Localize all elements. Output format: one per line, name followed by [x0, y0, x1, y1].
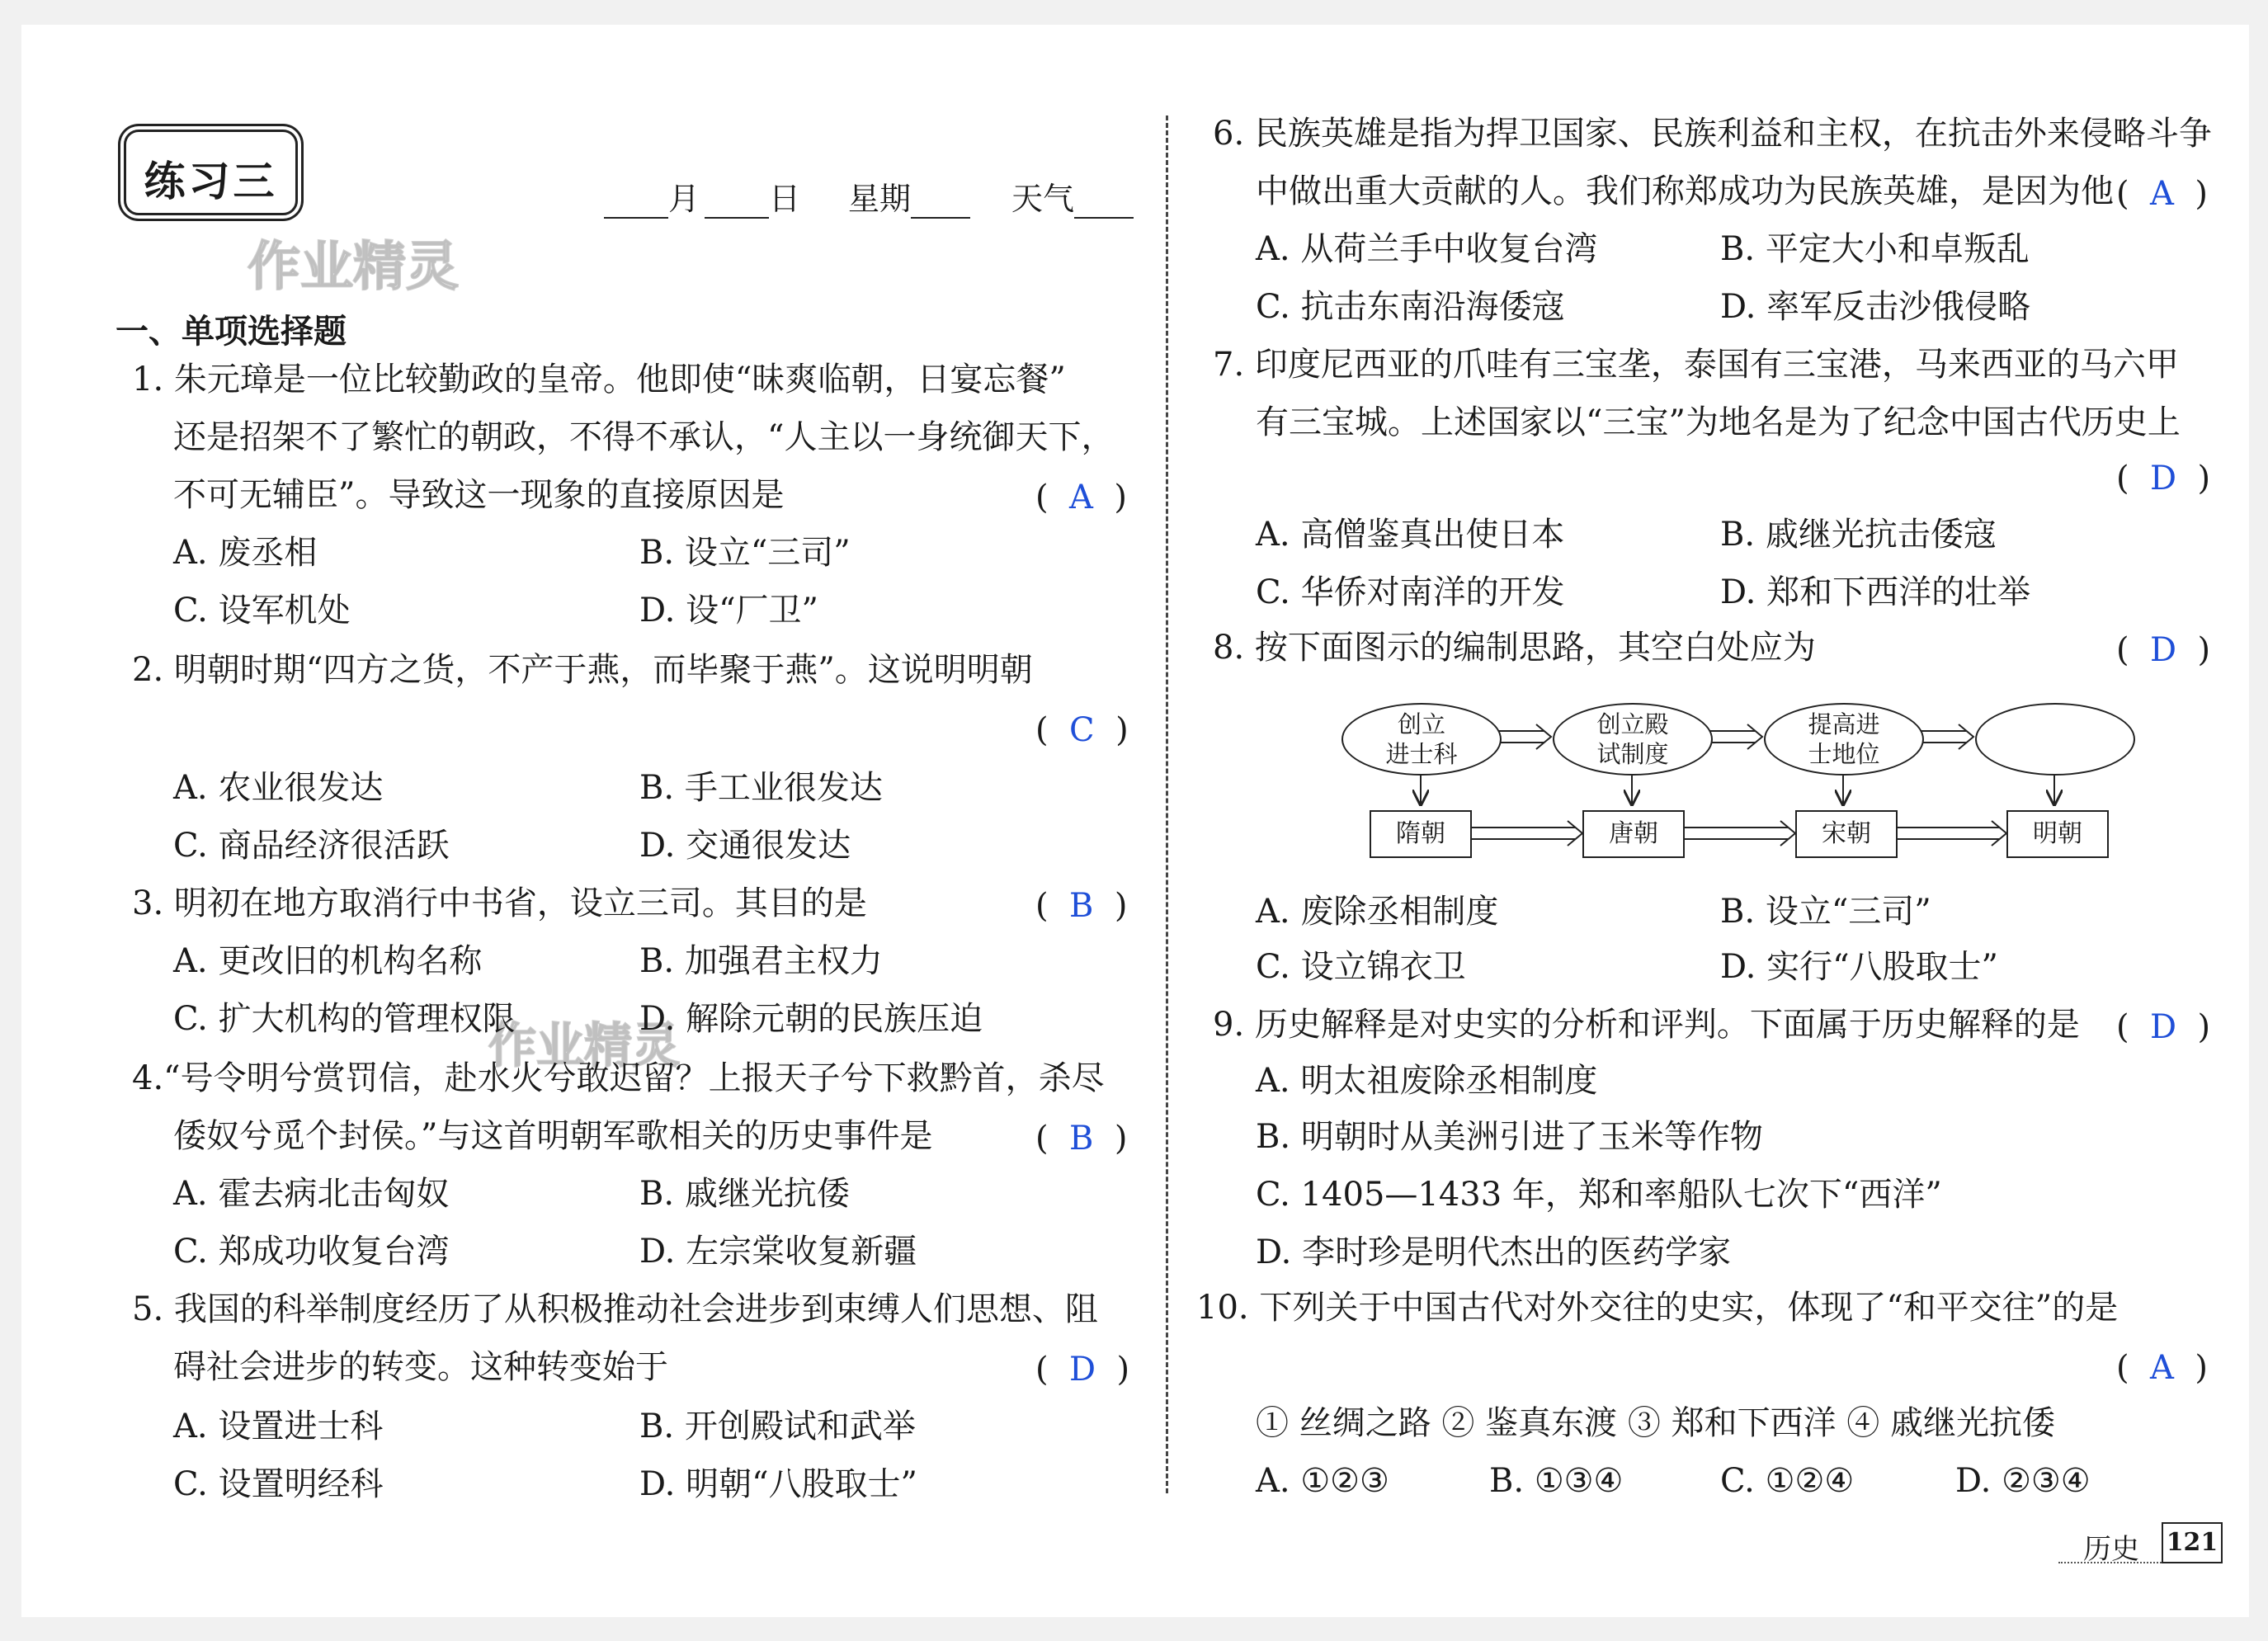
question-7-text: 7. 印度尼西亚的爪哇有三宝垄，泰国有三宝港，马来西亚的马六甲 [1213, 346, 2179, 384]
option[interactable]: D. 郑和下西洋的壮举 [1720, 573, 2031, 611]
option[interactable]: B. 平定大小和卓叛乱 [1720, 230, 2030, 268]
question-4-text: 4.“号令明兮赏罚信，赴水火兮敢迟留？上报天子兮下救黔首，杀尽 [132, 1059, 1105, 1097]
answer-bracket: ( D ) [1035, 1351, 1130, 1389]
option[interactable]: C. 商品经济很活跃 [173, 827, 450, 865]
diagram-box: 唐朝 [1582, 810, 1685, 858]
question-1-text: 还是招架不了繁忙的朝政，不得不承认，“人主以一身统御天下， [173, 418, 1115, 456]
option[interactable]: A. 高僧鉴真出使日本 [1256, 516, 1565, 554]
answer-8: D [2150, 631, 2177, 669]
diagram-box: 宋朝 [1795, 810, 1898, 858]
question-7-text: 有三宝城。上述国家以“三宝”为地名是为了纪念中国古代历史上 [1256, 403, 2181, 441]
question-10-items: ① 丝绸之路 ② 鉴真东渡 ③ 郑和下西洋 ④ 戚继光抗倭 [1256, 1404, 2056, 1442]
option[interactable]: B. 开创殿试和武举 [639, 1408, 916, 1445]
question-9-text: 9. 历史解释是对史实的分析和评判。下面属于历史解释的是 [1213, 1006, 2080, 1044]
option[interactable]: B. 戚继光抗击倭寇 [1720, 516, 1997, 554]
answer-4: B [1069, 1120, 1094, 1158]
diagram-node [1341, 703, 1502, 776]
option[interactable]: A. ①②③ [1256, 1462, 1389, 1500]
answer-5: D [1069, 1351, 1096, 1389]
diagram-node-label: 创立 [1397, 710, 1445, 738]
question-1-text: 1. 朱元璋是一位比较勤政的皇帝。他即使“昧爽临朝，日宴忘餐” [132, 361, 1066, 398]
question-5-text: 5. 我国的科举制度经历了从积极推动社会进步到束缚人们思想、阻 [132, 1290, 1098, 1328]
answer-bracket: ( A ) [2116, 1349, 2208, 1387]
option[interactable]: C. 设军机处 [173, 592, 351, 630]
diagram-node-label: 创立殿 [1596, 710, 1669, 738]
option[interactable]: D. 实行“八股取士” [1720, 948, 1998, 986]
option[interactable]: B. 戚继光抗倭 [639, 1175, 850, 1213]
question-1-text: 不可无辅臣”。导致这一现象的直接原因是 [173, 476, 785, 514]
diagram-node [1764, 703, 1924, 776]
answer-1: A [1069, 479, 1093, 516]
answer-bracket: ( A ) [2116, 175, 2208, 213]
diagram-node [1553, 703, 1713, 776]
question-8-text: 8. 按下面图示的编制思路，其空白处应为 [1213, 629, 1816, 667]
option[interactable]: C. 1405—1433 年，郑和率船队七次下“西洋” [1256, 1176, 1942, 1214]
weather-label: 天气 [1011, 181, 1075, 217]
answer-bracket: ( D ) [2116, 1008, 2211, 1046]
option[interactable]: B. 设立“三司” [639, 534, 851, 572]
answer-bracket: ( C ) [1035, 711, 1129, 749]
answer-3: B [1069, 887, 1094, 925]
answer-7: D [2150, 460, 2177, 497]
option[interactable]: D. 明朝“八股取士” [639, 1465, 917, 1503]
diagram-box: 明朝 [2006, 810, 2109, 858]
option[interactable]: C. 郑成功收复台湾 [173, 1233, 450, 1271]
question-2-text: 2. 明朝时期“四方之货，不产于燕，而毕聚于燕”。这说明明朝 [132, 651, 1033, 689]
option[interactable]: D. 交通很发达 [639, 827, 851, 865]
option[interactable]: C. 抗击东南沿海倭寇 [1256, 288, 1565, 326]
month-label: 月 [668, 181, 700, 217]
option[interactable]: A. 明太祖废除丞相制度 [1256, 1062, 1598, 1100]
weekday-label: 星期 [848, 181, 912, 217]
diagram-blank-node [1975, 703, 2135, 776]
option[interactable]: B. 设立“三司” [1720, 893, 1931, 931]
option[interactable]: C. 华侨对南洋的开发 [1256, 573, 1565, 611]
option[interactable]: C. 设置明经科 [173, 1465, 384, 1503]
question-6-text: 6. 民族英雄是指为捍卫国家、民族利益和主权，在抗击外来侵略斗争 [1213, 115, 2212, 153]
option[interactable]: B. 加强君主权力 [639, 942, 883, 980]
exercise-title: 练习三 [144, 158, 278, 205]
option[interactable]: A. 废丞相 [173, 534, 318, 572]
watermark: 作业精灵 [248, 237, 459, 298]
option[interactable]: B. ①③④ [1489, 1462, 1624, 1500]
answer-2: C [1069, 711, 1095, 749]
diagram-node-label: 士地位 [1808, 740, 1880, 768]
option[interactable]: D. 率军反击沙俄侵略 [1720, 288, 2031, 326]
option[interactable]: A. 从荷兰手中收复台湾 [1256, 230, 1598, 268]
option[interactable]: C. 设立锦衣卫 [1256, 948, 1466, 986]
option[interactable]: D. 李时珍是明代杰出的医药学家 [1256, 1233, 1732, 1271]
option[interactable]: A. 农业很发达 [173, 769, 384, 807]
option[interactable]: D. ②③④ [1955, 1462, 2091, 1500]
answer-bracket: ( B ) [1035, 1120, 1128, 1158]
page-number: 121 [2162, 1522, 2223, 1563]
answer-bracket: ( B ) [1035, 887, 1128, 925]
option[interactable]: D. 解除元朝的民族压迫 [639, 1000, 983, 1038]
footer-rule [2058, 1562, 2162, 1563]
watermark: 作业精灵 [488, 1017, 681, 1073]
question-10-text: 10. 下列关于中国古代对外交往的史实，体现了“和平交往”的是 [1196, 1289, 2119, 1327]
section-title: 一、单项选择题 [116, 313, 347, 351]
diagram-node-label: 进士科 [1385, 740, 1458, 768]
option[interactable]: D. 设“厂卫” [639, 592, 818, 630]
answer-bracket: ( D ) [2116, 631, 2211, 669]
answer-bracket: ( A ) [1035, 479, 1127, 516]
option[interactable]: B. 明朝时从美洲引进了玉米等作物 [1256, 1118, 1763, 1156]
option[interactable]: A. 霍去病北击匈奴 [173, 1175, 450, 1213]
diagram-box: 隋朝 [1370, 810, 1472, 858]
question-3-text: 3. 明初在地方取消行中书省，设立三司。其目的是 [132, 884, 867, 922]
answer-6: A [2150, 175, 2174, 213]
option[interactable]: A. 更改旧的机构名称 [173, 942, 483, 980]
answer-bracket: ( D ) [2116, 460, 2211, 497]
question-4-text: 倭奴兮觅个封侯。”与这首明朝军歌相关的历史事件是 [173, 1117, 933, 1155]
question-5-text: 碍社会进步的转变。这种转变始于 [173, 1348, 668, 1386]
answer-9: D [2150, 1008, 2177, 1046]
option[interactable]: C. 扩大机构的管理权限 [173, 1000, 516, 1038]
answer-10: A [2150, 1349, 2174, 1387]
option[interactable]: A. 设置进士科 [173, 1408, 384, 1445]
option[interactable]: C. ①②④ [1720, 1462, 1855, 1500]
subject-label: 历史 [2083, 1533, 2139, 1566]
option[interactable]: B. 手工业很发达 [639, 769, 883, 807]
question-6-text: 中做出重大贡献的人。我们称郑成功为民族英雄，是因为他 [1256, 172, 2114, 210]
option[interactable]: A. 废除丞相制度 [1256, 893, 1499, 931]
option[interactable]: D. 左宗棠收复新疆 [639, 1233, 917, 1271]
diagram-node-label: 提高进 [1808, 710, 1880, 738]
diagram-node-label: 试制度 [1596, 740, 1669, 768]
day-label: 日 [769, 181, 801, 217]
